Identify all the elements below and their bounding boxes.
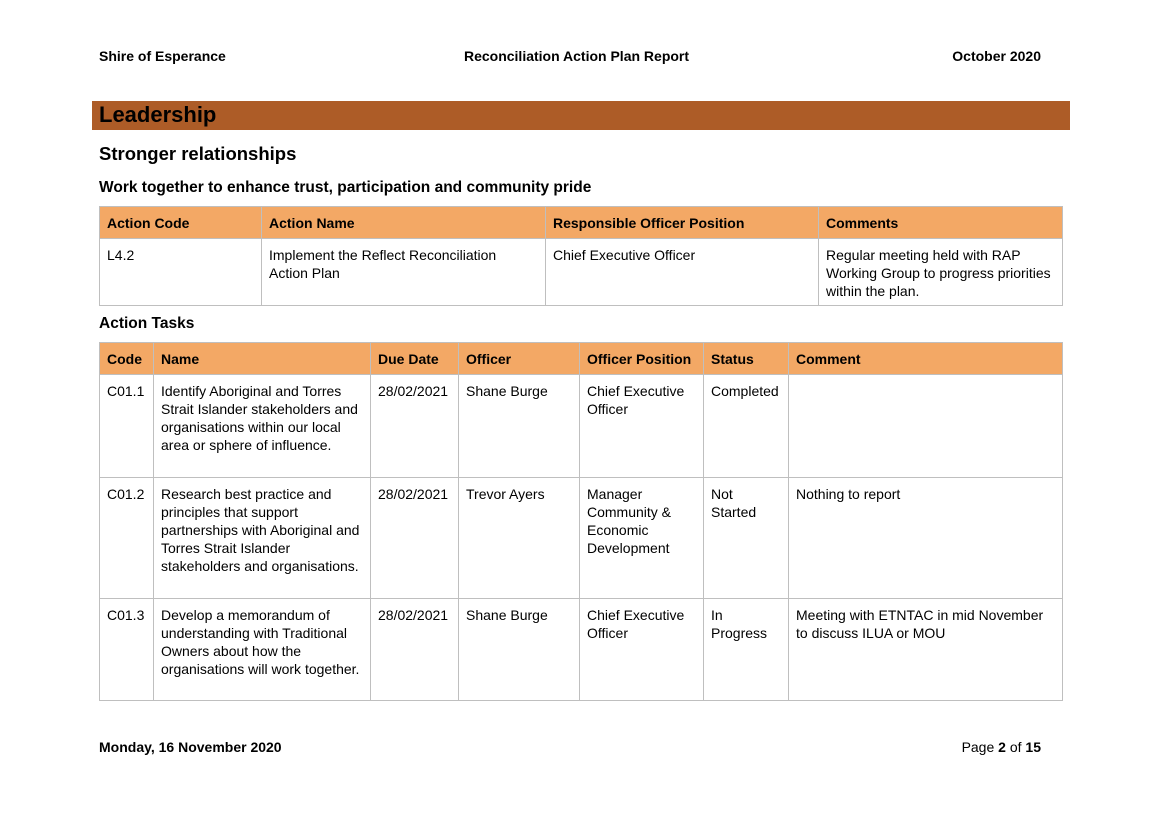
task-officer-position: Manager Community & Economic Development [580,478,704,599]
col-action-name: Action Name [262,207,546,239]
section-objective: Work together to enhance trust, participation and community pride [99,179,592,196]
header-period: October 2020 [952,48,1041,64]
action-table-header [100,207,1063,239]
task-code: C01.2 [100,478,154,599]
page-number [962,739,1041,755]
task-status: In Progress [704,599,789,701]
page-current: 2 [998,739,1006,755]
action-name: Implement the Reflect Reconciliation Action Plan [262,239,546,306]
page-of: of [1009,739,1022,755]
task-comment: Nothing to report [789,478,1063,599]
task-officer: Shane Burge [459,599,580,701]
header-org: Shire of Esperance [99,48,226,64]
page-header [99,48,1041,68]
col-officer: Officer [459,343,580,375]
task-status: Not Started [704,478,789,599]
task-status: Completed [704,375,789,478]
task-due-date: 28/02/2021 [371,478,459,599]
col-action-code: Action Code [100,207,262,239]
section-subtitle: Stronger relationships [99,143,297,164]
page-prefix: Page [961,739,995,755]
task-name: Identify Aboriginal and Torres Strait Islander stakeholders and organisations within our local area or sphere of influence. [154,375,371,478]
action-code: L4.2 [100,239,262,306]
col-code: Code [100,343,154,375]
task-code: C01.1 [100,375,154,478]
task-officer-position: Chief Executive Officer [580,375,704,478]
col-comments: Comments [819,207,1063,239]
tasks-heading: Action Tasks [99,315,195,332]
col-status: Status [704,343,789,375]
col-due-date: Due Date [371,343,459,375]
task-due-date: 28/02/2021 [371,375,459,478]
table-row [100,478,1063,599]
col-name: Name [154,343,371,375]
tasks-table [99,342,1063,701]
page-total: 15 [1025,739,1041,755]
task-name: Research best practice and principles that support partnerships with Aboriginal and Torres Strait Islander stakeholders and organisations. [154,478,371,599]
col-officer-position: Officer Position [580,343,704,375]
table-row [100,599,1063,701]
task-comment: Meeting with ETNTAC in mid November to discuss ILUA or MOU [789,599,1063,701]
col-comment: Comment [789,343,1063,375]
col-responsible-officer: Responsible Officer Position [546,207,819,239]
task-officer: Shane Burge [459,375,580,478]
task-comment [789,375,1063,478]
section-band [92,101,1070,130]
page-footer [99,739,1041,759]
section-title: Leadership [99,102,217,127]
footer-date: Monday, 16 November 2020 [99,739,282,755]
task-code: C01.3 [100,599,154,701]
task-officer: Trevor Ayers [459,478,580,599]
task-due-date: 28/02/2021 [371,599,459,701]
task-officer-position: Chief Executive Officer [580,599,704,701]
tasks-table-header [100,343,1063,375]
action-table [99,206,1063,306]
table-row [100,239,1063,306]
action-comments: Regular meeting held with RAP Working Group to progress priorities within the plan. [819,239,1063,306]
header-report-title: Reconciliation Action Plan Report [463,48,690,64]
action-officer-position: Chief Executive Officer [546,239,819,306]
table-row [100,375,1063,478]
task-name: Develop a memorandum of understanding with Traditional Owners about how the organisations will work together. [154,599,371,701]
